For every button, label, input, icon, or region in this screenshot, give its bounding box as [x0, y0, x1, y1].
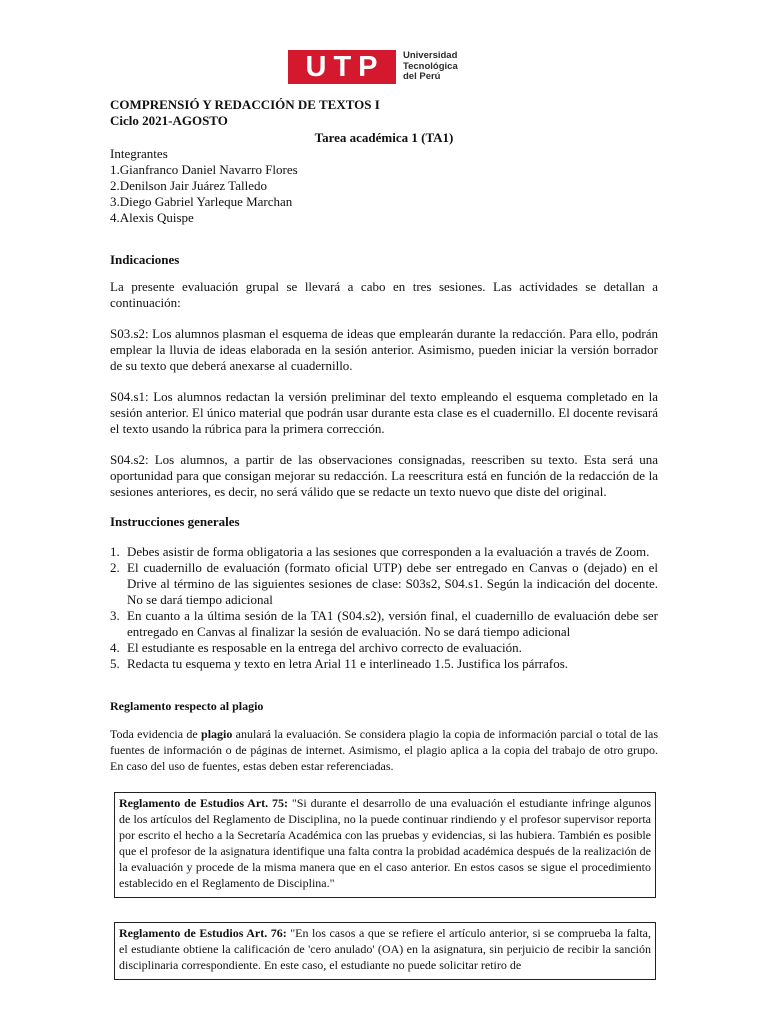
document-body: [110, 97, 658, 980]
member-item: 2.Denilson Jair Juárez Talledo: [110, 178, 267, 193]
article-76-box: [114, 922, 656, 980]
utp-logo: [288, 50, 458, 84]
plagiarism-intro: Toda evidencia de plagio anulará la evaluación. Se considera plagio la copia de información parcial o total de las fuentes de información o de páginas de internet. Asimismo, el plagio aplica a la copia del trabajo de otro grupo. En caso del uso de fuentes, estas deben estar referenciadas.: [110, 727, 658, 773]
article-76-text: "En los casos a que se refiere el artículo anterior, si se comprueba la falta, el estudiante obtiene la calificación de 'cero anulado' (OA) en la asignatura, sin perjuicio de recibir la sanción disciplinaria correspondiente. En este caso, el estudiante no puede solicitar retiro de: [119, 926, 651, 972]
article-75-box: [114, 792, 656, 898]
list-item: 5. Redacta tu esquema y texto en letra Arial 11 e interlineado 1.5. Justifica los párrafos.: [110, 656, 569, 671]
member-item: 1.Gianfranco Daniel Navarro Flores: [110, 162, 298, 177]
member-item: 3.Diego Gabriel Yarleque Marchan: [110, 194, 293, 209]
instructions-title: Instrucciones generales: [110, 514, 240, 529]
task-title: Tarea académica 1 (TA1): [314, 130, 454, 145]
cycle-label: Ciclo 2021-AGOSTO: [110, 113, 228, 128]
list-item: 2. El cuadernillo de evaluación (formato oficial UTP) debe ser entregado en Canvas o (dejado) en el Drive al término de las siguientes sesiones de clase: S03s2, S04.s1. Según la indicación del docente. No se dará tiempo adicional: [110, 560, 658, 607]
indications-title: Indicaciones: [110, 252, 180, 267]
article-76-label: Reglamento de Estudios Art. 76:: [119, 926, 287, 940]
list-item: 1. Debes asistir de forma obligatoria a las sesiones que corresponden a la evaluación a través de Zoom.: [110, 544, 650, 559]
instructions-list: [110, 544, 658, 672]
article-75-text: "Si durante el desarrollo de una evaluación el estudiante infringe algunos de los artículos del Reglamento de Disciplina, no la puede continuar rindiendo y el profesor supervisor reporta por escrito el hecho a la Secretaría Académica con las pruebas y evidencias, si las hubiera. También es posible que el profesor de la asignatura identifique una falta contra la probidad académica después de la realización de la evaluación y procede de la misma manera que en el caso anterior. En estos casos se sigue el procedimiento establecido en el Reglamento de Disciplina.": [119, 796, 651, 890]
utp-logo-text: Universidad Tecnológica del Perú: [403, 50, 458, 83]
indications-paragraph: S04.s1: Los alumnos redactan la versión preliminar del texto empleando el esquema completado en la sesión anterior. El único material que podrán usar durante esta clase es el cuadernillo. El docente revisará el texto usando la rúbrica para la primera corrección.: [110, 389, 658, 436]
list-item: 4. El estudiante es resposable en la entrega del archivo correcto de evaluación.: [110, 640, 522, 655]
members-label: Integrantes: [110, 146, 168, 161]
indications-paragraph: S04.s2: Los alumnos, a partir de las observaciones consignadas, reescriben su texto. Esta será una oportunidad para que consigan mejorar su redacción. La reescritura está en función de la redacción de la sesiones anteriores, es decir, no será válido que se redacte un texto nuevo que diste del original.: [110, 452, 658, 499]
article-75-label: Reglamento de Estudios Art. 75:: [119, 796, 289, 810]
course-title: COMPRENSIÓ Y REDACCIÓN DE TEXTOS I: [110, 97, 380, 112]
plagiarism-title: Reglamento respecto al plagio: [110, 699, 264, 713]
indications-paragraph: La presente evaluación grupal se llevará a cabo en tres sesiones. Las actividades se detallan a continuación:: [110, 279, 658, 310]
utp-logo-mark: UTP: [288, 50, 396, 84]
indications-paragraph: S03.s2: Los alumnos plasman el esquema de ideas que emplearán durante la redacción. Para ello, podrán emplear la lluvia de ideas elaborada en la sesión anterior. Asimismo, pueden iniciar la versión borrador de su texto que deberá anexarse al cuadernillo.: [110, 326, 658, 373]
member-item: 4.Alexis Quispe: [110, 210, 194, 225]
list-item: 3. En cuanto a la última sesión de la TA1 (S04.s2), versión final, el cuadernillo de evaluación debe ser entregado en Canvas al finalizar la sesión de evaluación. No se dará tiempo adicional: [110, 608, 658, 639]
